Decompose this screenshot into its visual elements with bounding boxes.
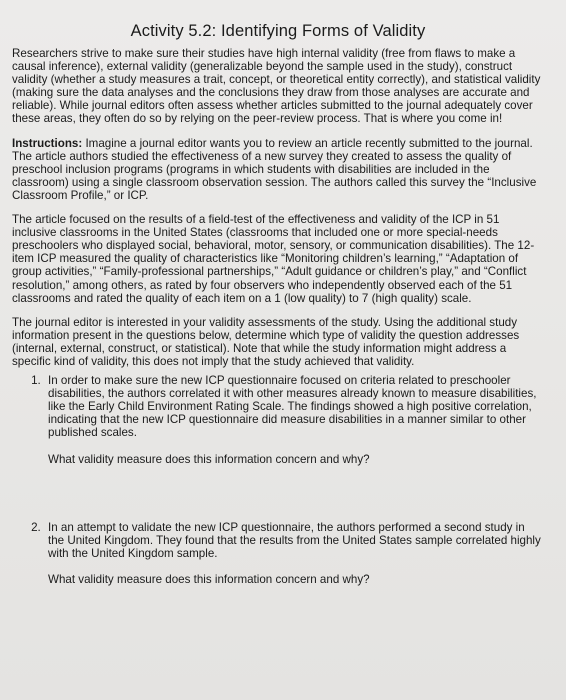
editor-paragraph: The journal editor is interested in your validity assessments of the study. Using the additional study information present in the questions below, determine which type of validity the question addresses (internal, external, construct, or statistical). Note that while the study information might address a specific kind of validity, this does not imply that the study achieved that validity. xyxy=(12,315,520,368)
intro-paragraph: Researchers strive to make sure their studies have high internal validity (free from flaws to make a causal inference), external validity (generalizable beyond the sample used in the study), construct validity (whether a study measures a trait, concept, or theoretical entity correctly), and statistical validity (making sure the data analyses and the conclusions they draw from those analyses are accurate and reliable). While journal editors often assess whether articles submitted to the journal adequately cover these areas, they often do so by relying on the peer-review process. That is where you come in! xyxy=(12,47,541,126)
question-text: 1. In order to make sure the new ICP questionnaire focused on criteria related to preschooler disabilities, the authors correlated it with other measures already known to measure disabilities, like the Early Child Environment Rating Scale. The findings showed a high positive correlation, indicating that the new ICP questionnaire did measure disabilities in a manner similar to other published scales. xyxy=(48,374,537,440)
question-item xyxy=(44,374,544,521)
instructions-label: Instructions: xyxy=(12,136,83,150)
question-list xyxy=(12,374,544,586)
question-item xyxy=(44,521,544,586)
instructions-text: Imagine a journal editor wants you to review an article recently submitted to the journal. The article authors studied the effectiveness of a new survey they created to assess the quality of preschool inclusion programs (programs in which students with disabilities are included in the classroom) using a single classroom observation session. The authors called this survey the “Inclusive Classroom Profile,” or ICP. xyxy=(12,136,537,202)
article-paragraph: The article focused on the results of a field-test of the effectiveness and validity of the ICP in 51 inclusive classrooms in the United States (classrooms that included one or more special-needs preschoolers who displayed social, behavioral, motor, sensory, or communication disabilities). The 12-item ICP measured the quality of characteristics like “Monitoring children’s learning,” “Adaptation of group activities,” “Family-professional partnerships,” “Adult guidance or children’s play,” and “Conflict resolution,” among others, as rated by four observers who independently observed each of the 51 classrooms and rated the quality of each item on a 1 (low quality) to 7 (high quality) scale. xyxy=(12,213,535,305)
page-title: Activity 5.2: Identifying Forms of Validity xyxy=(130,22,426,40)
instructions-paragraph xyxy=(12,137,544,202)
answer-space xyxy=(48,479,544,521)
question-prompt: What validity measure does this information concern and why? xyxy=(48,572,370,586)
question-text: 2. In an attempt to validate the new ICP questionnaire, the authors performed a second study in the United Kingdom. They found that the results from the United States sample correlated highly with the United Kingdom sample. xyxy=(48,520,541,560)
question-prompt: What validity measure does this information concern and why? xyxy=(48,452,370,466)
